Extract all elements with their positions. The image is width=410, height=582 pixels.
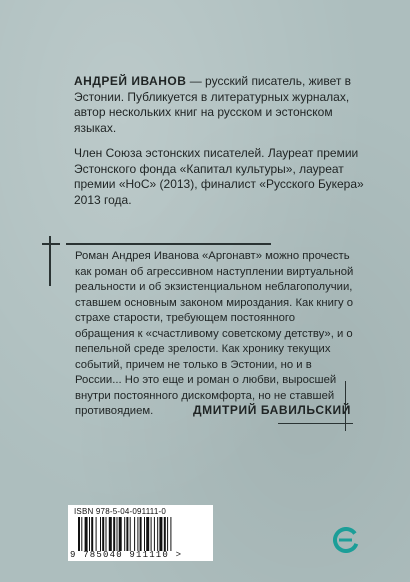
barcode-bars xyxy=(78,517,206,551)
bio-text-1: — русский писатель, живет в Эстонии. Публикуется в литературных журналах, автор нескольких книг на русском и эстонском языках. xyxy=(74,74,352,135)
author-name: АНДРЕЙ ИВАНОВ xyxy=(74,74,187,88)
annotation-text: Роман Андрея Иванова «Аргонавт» можно прочесть как роман об агрессивном наступлении виртуальной реальности и об экзистенциальном неблагополучии, ставшем основным законом мироздания. Как книгу о страхе старости, требующем постоянного обращения к «счастливому советскому детству», и о пепельной среде зрелости. Как хронику текущих событий, причем не только в Эстонии, но и в России... Но это еще и роман о любви, выросшей внутри постоянного дискомфорта, но не ставшей противоядием. xyxy=(75,250,354,417)
annotation-author: ДМИТРИЙ БАВИЛЬСКИЙ xyxy=(193,403,351,417)
bottom-rule xyxy=(278,423,340,425)
barcode xyxy=(68,505,213,561)
top-rule xyxy=(66,243,271,245)
corner-cross-top-left-vertical xyxy=(49,236,51,286)
eksmo-logo-icon xyxy=(333,527,359,553)
corner-cross-top-left xyxy=(42,243,60,245)
isbn-number: ISBN 978-5-04-091111-0 xyxy=(74,507,167,516)
bio-paragraph-2: Член Союза эстонских писателей. Лауреат премии Эстонского фонда «Капитал культуры», лауреат премии «НоС» (2013), финалист «Русского Букера» 2013 года. xyxy=(74,146,364,207)
barcode-digits: 9 785040 911110 > xyxy=(70,550,183,560)
author-bio xyxy=(74,74,374,218)
bio-paragraph-1 xyxy=(74,74,374,136)
